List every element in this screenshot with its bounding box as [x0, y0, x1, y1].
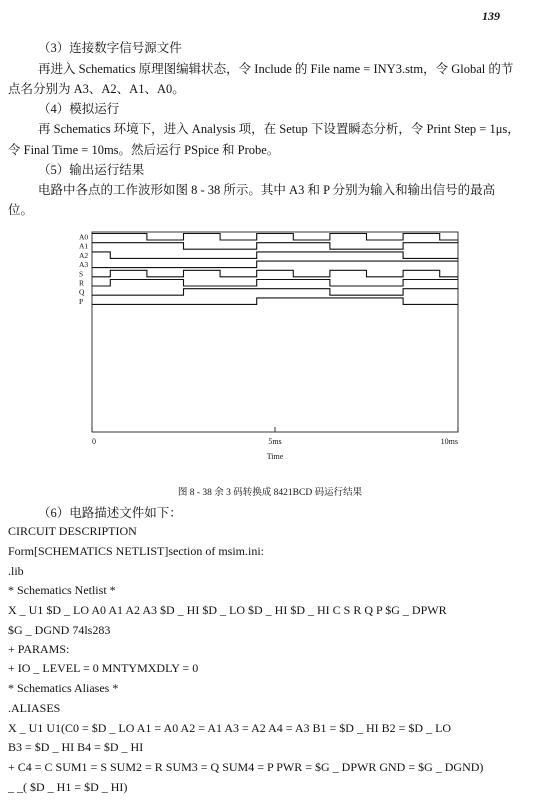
signal-label: A3 [79, 260, 89, 270]
signal-waveform-a3 [92, 261, 458, 268]
signal-label: Q [79, 287, 85, 297]
paragraph-5-line-1: 电路中各点的工作波形如图 8 - 38 所示。其中 A3 和 P 分别为输入和输出信号的最高 [38, 183, 496, 197]
signal-label: R [79, 278, 85, 288]
code-line: + PARAMS: [8, 642, 70, 656]
code-line: $G _ DGND 74ls283 [8, 623, 111, 637]
code-line: + IO _ LEVEL = 0 MNTYMXDLY = 0 [8, 661, 199, 675]
waveform-chart [70, 226, 470, 476]
signal-label: S [79, 269, 84, 279]
paragraph-5-line-2: 位。 [8, 203, 34, 217]
paragraph-4-line-1: 再 Schematics 环境下，进入 Analysis 项，在 Setup 下设置瞬态分析，令 Print Step = 1μs， [38, 122, 520, 136]
section-heading-3: （3）连接数字信号源文件 [38, 41, 182, 55]
signal-label: A1 [79, 241, 89, 251]
signal-label: P [79, 296, 84, 306]
signal-waveform-a0 [92, 234, 458, 241]
signal-waveform-a2 [92, 252, 458, 259]
section-heading-5: （5）输出运行结果 [38, 163, 145, 177]
signal-label: A0 [79, 232, 89, 242]
code-line: B3 = $D _ HI B4 = $D _ HI [8, 740, 144, 754]
code-line: X _ U1 U1(C0 = $D _ LO A1 = A0 A2 = A1 A3 = A2 A4 = A3 B1 = $D _ HI B2 = $D _ LO [8, 721, 452, 735]
code-line: + C4 = C SUM1 = S SUM2 = R SUM3 = Q SUM4 = P PWR = $G _ DPWR GND = $G _ DGND) [8, 760, 484, 774]
code-line: .lib [8, 564, 24, 578]
code-line: Form[SCHEMATICS NETLIST]section of msim.ini: [8, 544, 264, 558]
code-line: * Schematics Netlist * [8, 583, 116, 597]
code-line: CIRCUIT DESCRIPTION [8, 524, 137, 538]
section-heading-6: （6）电路描述文件如下： [38, 506, 182, 520]
figure-caption: 图 8 - 38 余 3 码转换成 8421BCD 码运行结果 [177, 488, 363, 498]
signal-waveform-q [92, 289, 458, 296]
signal-waveform-a1 [92, 243, 458, 250]
x-axis-label: Time [266, 452, 284, 461]
signal-waveform-p [92, 298, 458, 305]
x-tick-label: 10ms [440, 437, 458, 446]
paragraph-3-line-2: 点名分别为 A3、A2、A1、A0。 [8, 82, 185, 96]
paragraph-3-line-1: 再进入 Schematics 原理图编辑状态，令 Include 的 File name = INY3.stm，令 Global 的节 [38, 62, 514, 76]
code-line: .ALIASES [8, 701, 61, 715]
signal-label: A2 [79, 250, 89, 260]
code-line: _ _( $D _ H1 = $D _ HI) [8, 780, 128, 794]
paragraph-4-line-2: 令 Final Time = 10ms。然后运行 PSpice 和 Probe。 [8, 143, 280, 157]
page-number: 139 [482, 9, 500, 23]
section-heading-4: （4）模拟运行 [38, 102, 120, 116]
code-line: X _ U1 $D _ LO A0 A1 A2 A3 $D _ HI $D _ LO $D _ HI $D _ HI C S R Q P $G _ DPWR [8, 603, 447, 617]
x-tick-label: 0 [92, 437, 96, 446]
signal-waveform-s [92, 270, 458, 277]
x-tick-label: 5ms [268, 437, 282, 446]
code-line: * Schematics Aliases * [8, 681, 119, 695]
plot-frame [92, 232, 458, 432]
signal-waveform-r [92, 280, 458, 287]
